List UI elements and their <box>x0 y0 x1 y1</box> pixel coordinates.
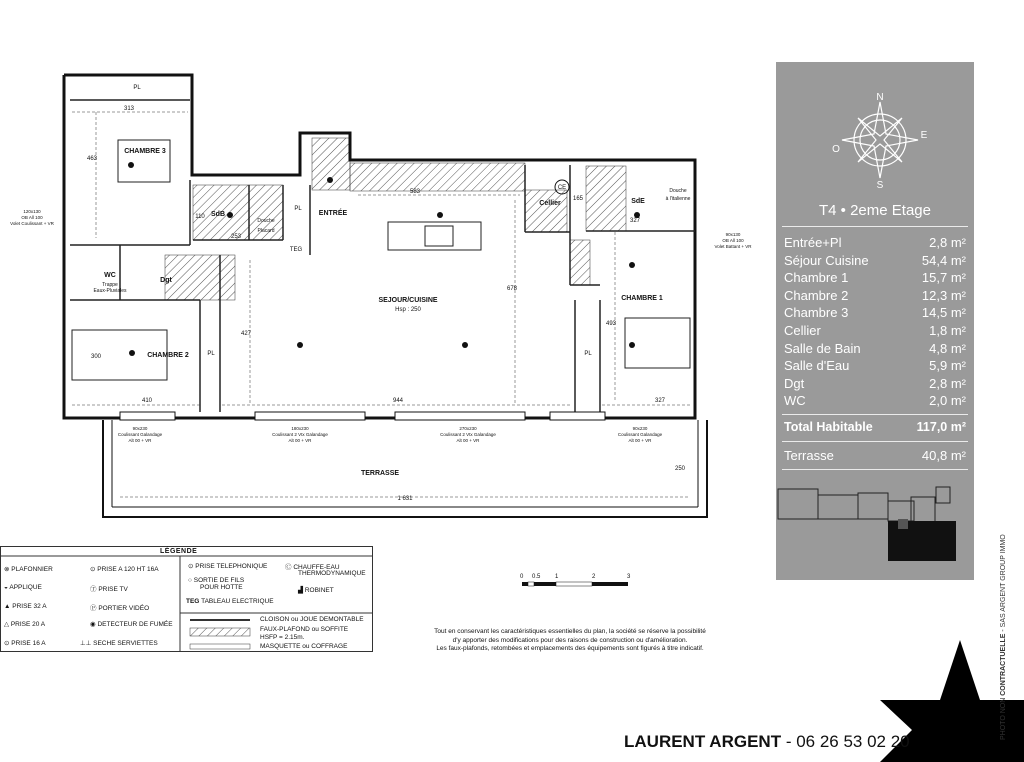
scale-bar-graphic <box>520 580 632 594</box>
terrace-outline <box>103 420 707 517</box>
dim-313: 313 <box>123 106 135 112</box>
room-name: Chambre 1 <box>784 270 849 286</box>
bay3-alt: Alt 00 + VR <box>456 438 480 443</box>
label-sejour-hsp: Hsp : 250 <box>395 307 421 313</box>
room-name: Dgt <box>784 375 805 391</box>
agency-sep: - <box>781 732 797 751</box>
apartment-title: T4 • 2eme Etage <box>819 202 931 219</box>
total-label: Total Habitable <box>784 420 873 434</box>
legend-masquette: MASQUETTE ou COFFRAGE <box>260 643 348 650</box>
divider <box>782 414 968 415</box>
room-name: Salle d'Eau <box>784 358 850 374</box>
room-area: 2,8 m² <box>929 235 966 250</box>
scale-1: 1 <box>555 574 559 580</box>
legend-prise16: ⊙ PRISE 16 A <box>4 640 46 647</box>
bay1-alt: Alt 00 + VR <box>128 438 152 443</box>
apartment-summary-panel <box>776 62 974 580</box>
room-area: 14,5 m² <box>921 305 966 321</box>
legend-plafonnier: ⊗ PLAFONNIER <box>4 566 53 573</box>
room-row <box>784 269 966 287</box>
legend-tel: ⊙ PRISE TELEPHONIQUE <box>188 563 268 570</box>
label-pl-ch1: PL <box>584 351 592 357</box>
dim-327a: 327 <box>629 218 641 224</box>
dim-410: 410 <box>141 398 153 404</box>
legend-applique: ◒ APPLIQUE <box>4 584 42 591</box>
win-left-1: 120x130 <box>23 209 41 214</box>
legend-prise120: ⊙ PRISE A 120 HT 16A <box>90 566 159 573</box>
label-pl-entree: PL <box>294 206 302 212</box>
room-row <box>784 252 966 270</box>
legend-teg: TEG TABLEAU ELECTRIQUE <box>186 598 274 605</box>
win-right-2: OB All 100 <box>722 238 744 243</box>
scale-0: 0 <box>520 574 524 580</box>
dim-1631: 1 631 <box>397 496 413 502</box>
label-wc-sub2: Eaux-Pluviales <box>93 288 127 294</box>
label-cellier: Cellier <box>539 200 561 207</box>
label-placard-sdb: Placard <box>257 228 275 234</box>
bay3-size: 270x230 <box>459 426 477 431</box>
bay2-alt: Alt 00 + VR <box>288 438 312 443</box>
label-sdb: SdB <box>211 211 225 218</box>
building-location-map <box>776 477 974 577</box>
map-apartment-marker <box>898 519 908 529</box>
kitchen-island <box>388 222 481 250</box>
legend-cloison: CLOISON ou JOUE DEMONTABLE <box>260 616 364 623</box>
divider <box>782 441 968 442</box>
label-douche-sde: Douche <box>669 188 687 194</box>
bay1-size: 90x230 <box>132 426 148 431</box>
compass-e: E <box>920 130 928 141</box>
note-line-3: Les faux-plafonds, retombées et emplacements des équipements sont figurés à titre indicatif. <box>436 645 704 652</box>
room-area: 1,8 m² <box>929 323 966 338</box>
bay2-size: 180x230 <box>291 426 309 431</box>
legend-seche: ⊥⊥ SECHE SERVIETTES <box>80 640 158 647</box>
note-line-2: d'y apporter des modifications pour des raisons de construction ou d'amélioration. <box>452 636 688 644</box>
label-wc-sub1: Trappe <box>102 282 118 288</box>
room-row <box>784 234 966 252</box>
room-row <box>784 392 966 410</box>
bay1-type: Coulissant Galandage <box>117 432 163 437</box>
label-sde: SdE <box>631 198 645 205</box>
room-area: 5,9 m² <box>929 358 966 374</box>
legend-title: LÉGENDE <box>160 548 198 555</box>
room-area: 12,3 m² <box>921 287 966 303</box>
label-pl-ch2: PL <box>207 351 215 357</box>
compass-s: S <box>876 180 884 190</box>
legend-ce2: THERMODYNAMIQUE <box>298 570 366 577</box>
dim-110: 110 <box>195 214 205 220</box>
legend-ce1: Ⓒ CHAUFFE-EAU <box>285 564 340 571</box>
dim-327b: 327 <box>654 398 666 404</box>
room-area: 15,7 m² <box>921 270 966 286</box>
legend-portier: Ⓟ PORTIER VIDÉO <box>90 605 150 612</box>
divider <box>782 226 968 227</box>
faux-plafond-zones <box>165 138 626 300</box>
bay4-size: 90x230 <box>632 426 648 431</box>
label-douche-sdb: Douche <box>257 218 275 224</box>
legend-prise20: △ PRISE 20 A <box>4 621 46 628</box>
dim-427: 427 <box>240 331 252 337</box>
win-right-3: Volet Battant + VR <box>714 244 752 249</box>
win-left-3: Volet Coulissant + VR <box>10 221 54 226</box>
room-name: Entrée+Pl <box>784 235 842 250</box>
divider <box>782 469 968 470</box>
room-name: Chambre 2 <box>784 287 849 303</box>
dim-678: 678 <box>506 286 518 292</box>
scale-2: 2 <box>592 574 596 580</box>
label-wc: WC <box>104 272 116 279</box>
room-name: Salle de Bain <box>784 340 861 356</box>
legend-hsfp: HSFP = 2.15m. <box>260 634 305 641</box>
scale-05: 0.5 <box>532 574 541 580</box>
interior-walls <box>70 100 695 412</box>
win-left-2: OB All 100 <box>21 215 43 220</box>
room-name: WC <box>784 393 806 409</box>
agency-phone: 06 26 53 02 20 <box>796 732 910 751</box>
terrasse-value: 40,8 m² <box>921 448 966 463</box>
legend-robinet: ▟ ROBINET <box>298 587 334 594</box>
legend-detecteur: ◉ DETECTEUR DE FUMÉE <box>90 621 173 628</box>
room-name: Séjour Cuisine <box>784 252 869 268</box>
label-terrasse: TERRASSE <box>360 470 400 477</box>
legend-panel <box>0 546 373 652</box>
label-chambre1: CHAMBRE 1 <box>621 295 663 302</box>
dim-463: 463 <box>86 156 98 162</box>
bay4-alt: Alt 00 + VR <box>628 438 652 443</box>
total-habitable-row <box>784 420 966 434</box>
label-chambre3: CHAMBRE 3 <box>124 148 166 155</box>
label-entree: ENTRÉE <box>318 210 348 217</box>
disclaimer-note <box>410 628 730 654</box>
dim-253: 253 <box>230 234 242 240</box>
vertical-disclaimer: PHOTO NON CONTRACTUELLE - SAS ARGENT GROUP IMMO <box>1000 534 1007 740</box>
bay4-type: Coulissant Galandage <box>617 432 663 437</box>
label-dgt: Dgt <box>160 277 172 284</box>
room-row <box>784 304 966 322</box>
legend-faux: FAUX-PLAFOND ou SOFFITE <box>260 626 349 633</box>
dim-300: 300 <box>90 354 102 360</box>
dim-165: 165 <box>572 196 584 202</box>
label-ce: CE <box>557 185 567 191</box>
legend-prise32: ▲ PRISE 32 A <box>4 603 47 610</box>
room-area: 2,0 m² <box>929 393 966 409</box>
legend-prisetv: Ⓣ PRISE TV <box>90 586 128 593</box>
agency-contact <box>624 732 910 752</box>
terrasse-label: Terrasse <box>784 448 834 463</box>
room-row <box>784 287 966 305</box>
total-value: 117,0 m² <box>916 420 966 434</box>
dim-250: 250 <box>674 466 686 472</box>
note-line-1: Tout en conservant les caractéristiques essentielles du plan, la société se réserve la possibilité <box>434 628 706 635</box>
compass-o: O <box>832 144 840 155</box>
compass-n: N <box>876 92 884 103</box>
bay3-type: Coulissant 2 Vtx Galandage <box>440 432 496 437</box>
scale-3: 3 <box>627 574 631 580</box>
room-name: Cellier <box>784 323 821 338</box>
label-italienne-sde: à l'italienne <box>665 196 691 202</box>
legend-fils1: ○ SORTIE DE FILS <box>188 577 245 584</box>
room-row <box>784 322 966 340</box>
room-row <box>784 375 966 393</box>
compass-rose-icon <box>830 90 930 190</box>
win-right-1: 90x130 <box>725 232 741 237</box>
room-area: 4,8 m² <box>929 340 966 356</box>
room-row <box>784 357 966 375</box>
dim-493: 493 <box>605 321 617 327</box>
label-teg: TEG <box>289 247 303 253</box>
room-row <box>784 340 966 358</box>
bay2-type: Coulissant 2 Vtx Galandage <box>272 432 328 437</box>
dim-944: 944 <box>392 398 404 404</box>
agency-name: LAURENT ARGENT <box>624 732 782 751</box>
room-area: 54,4 m² <box>921 252 966 268</box>
legend-fils2: POUR HOTTE <box>200 584 243 591</box>
terrasse-row <box>784 448 966 463</box>
label-sejour: SEJOUR/CUISINE <box>378 297 438 304</box>
label-pl-top: PL <box>133 85 141 91</box>
room-name: Chambre 3 <box>784 305 849 321</box>
label-chambre2: CHAMBRE 2 <box>147 352 189 359</box>
dim-583: 583 <box>409 189 421 195</box>
room-area: 2,8 m² <box>929 375 966 391</box>
